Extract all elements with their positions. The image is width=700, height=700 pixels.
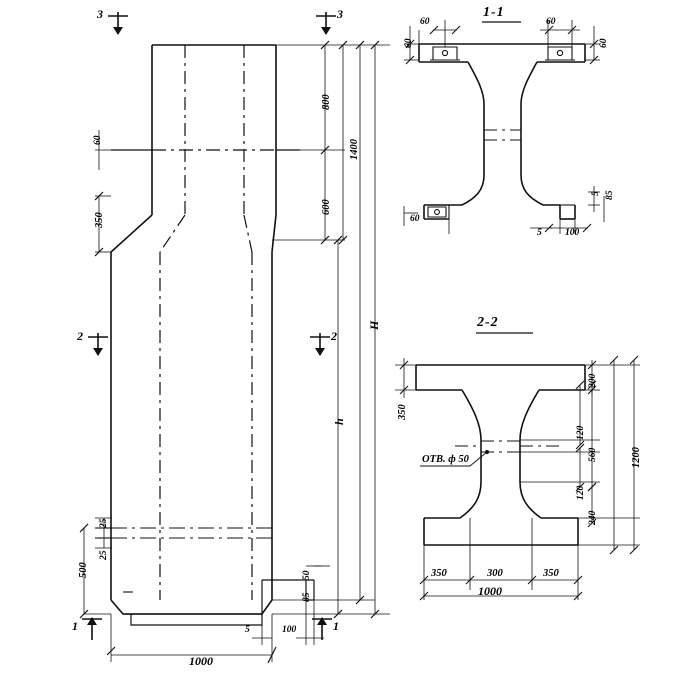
dim-100-bottom: 100 [282, 625, 297, 635]
s11-100-bottom: 100 [565, 228, 580, 238]
marker-1-left: 1 [72, 619, 78, 633]
marker-3-right: 3 [337, 7, 343, 21]
s11-5-right: 5 [591, 191, 601, 196]
marker-2-left: 2 [77, 329, 83, 343]
hole-note: ОТВ. ф 50 [422, 454, 469, 465]
s22-120-upper: 120 [576, 425, 586, 440]
dim-5-bottom: 5 [245, 625, 250, 635]
dim-h: h [332, 418, 346, 425]
dim-60-left: 60 [93, 135, 103, 145]
s11-85-right: 85 [605, 190, 615, 200]
section-1-1-title: 1-1 [483, 5, 505, 20]
dim-500: 500 [78, 562, 89, 578]
s22-300-b: 300 [487, 568, 503, 579]
dim-50-bottom: 50 [302, 570, 312, 580]
s22-560: 560 [588, 447, 598, 462]
marker-1-right: 1 [333, 619, 339, 633]
s11-60-bottomleft: 60 [410, 214, 420, 224]
s11-60-topright: 60 [546, 17, 556, 27]
s22-350-left: 350 [397, 404, 408, 420]
s22-1200: 1200 [631, 447, 642, 468]
marker-2-right: 2 [331, 329, 337, 343]
dim-25-right: 25 [99, 550, 109, 560]
dim-600: 600 [321, 199, 332, 215]
s22-350-b1: 350 [431, 568, 447, 579]
s22-200: 200 [588, 373, 598, 388]
dim-350: 350 [94, 212, 105, 228]
dim-1000-bottom: 1000 [189, 654, 213, 668]
s11-60-rightedge: 60 [599, 38, 609, 48]
dim-85-bottom: 85 [302, 592, 312, 602]
s22-1000-b: 1000 [478, 584, 502, 598]
s11-60-topleft: 60 [420, 17, 430, 27]
dim-800: 800 [321, 94, 332, 110]
dim-H: H [367, 320, 381, 330]
dim-25-left: 25 [99, 518, 109, 528]
s22-120-lower: 120 [576, 485, 586, 500]
s22-240: 240 [588, 510, 598, 525]
section-2-2-title: 2-2 [477, 315, 499, 330]
s11-60-leftedge: 60 [404, 38, 414, 48]
dim-1400: 1400 [349, 139, 360, 160]
s11-5-bottom: 5 [537, 228, 542, 238]
marker-3-left: 3 [97, 7, 103, 21]
s22-350-b2: 350 [543, 568, 559, 579]
